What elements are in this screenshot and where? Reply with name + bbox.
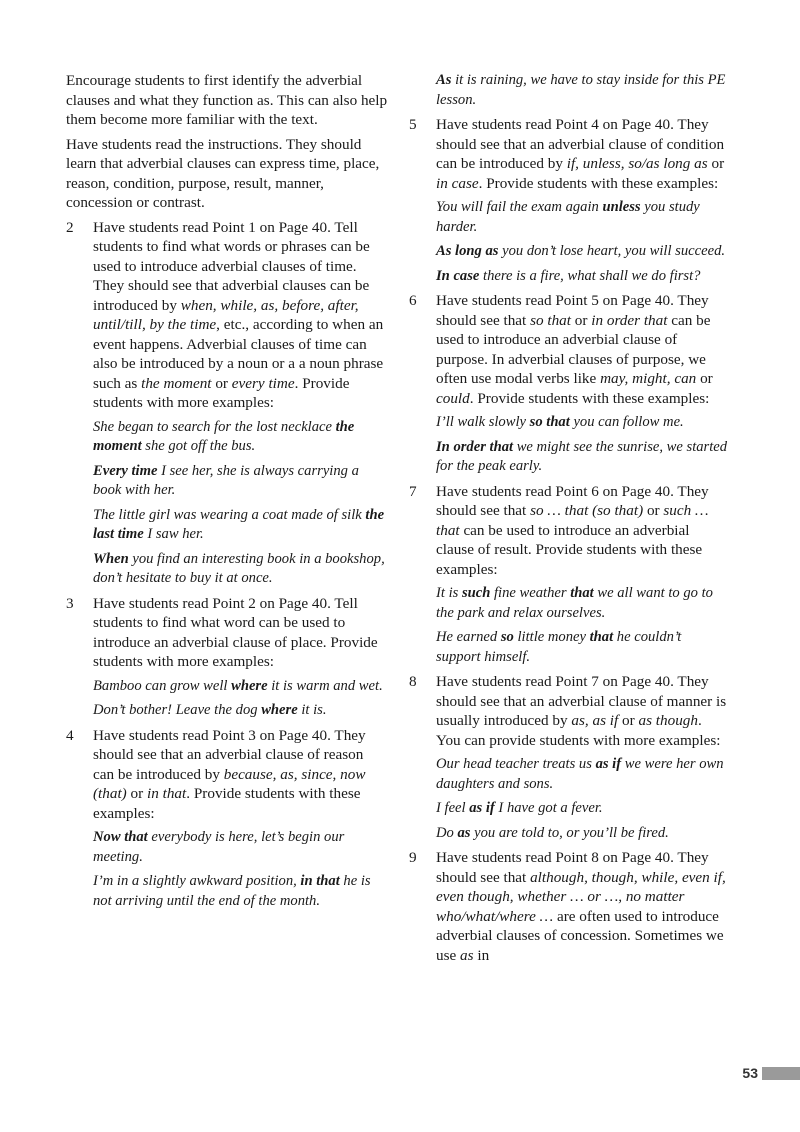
example-sentence: I’ll walk slowly so that you can follow me. bbox=[436, 414, 684, 430]
example-sentence: Do as you are told to, or you’ll be fired. bbox=[436, 824, 669, 841]
example-sentence: In case there is a fire, what shall we do first? bbox=[436, 267, 701, 284]
example-sentence: Our head teacher treats us as if we were her own daughters and sons. bbox=[436, 756, 724, 792]
item-number: 7 bbox=[409, 482, 417, 500]
list-item-4 bbox=[66, 726, 388, 912]
page-footer bbox=[742, 1063, 800, 1083]
list-item-3 bbox=[66, 594, 388, 721]
item-number: 4 bbox=[66, 726, 74, 744]
example-sentence: The little girl was wearing a coat made of silk the last time I saw her. bbox=[93, 506, 385, 542]
item-number: 3 bbox=[66, 594, 74, 612]
carryover-example bbox=[409, 71, 729, 110]
item-number: 8 bbox=[409, 673, 417, 690]
example-sentence: Every time I see her, she is always carrying a book with her. bbox=[93, 462, 359, 498]
intro-paragraph-2: Have students read the instructions. They should learn that adverbial clauses can express time, place, reason, condition, purpose, result, manner, concession or contrast. bbox=[66, 135, 380, 211]
example-sentence: As long as you don’t lose heart, you will succeed. bbox=[436, 243, 726, 259]
example-sentence: In order that we might see the sunrise, we started for the peak early. bbox=[436, 438, 728, 474]
item-text: Have students read Point 8 on Page 40. They should see that although, though, while, even if, even though, whether … or …, no matter who/what/where … are often used to introduce adverbial clauses of concession. Sometimes we use as in bbox=[436, 849, 726, 964]
item-text: Have students read Point 7 on Page 40. They should see that an adverbial clause of manner is usually introduced by as, as if or as though. You can provide students with more examples: bbox=[436, 673, 727, 749]
page-number-bar bbox=[762, 1067, 800, 1080]
left-column bbox=[66, 71, 388, 916]
list-item-6 bbox=[409, 291, 729, 477]
item-text: Have students read Point 3 on Page 40. They should see that an adverbial clause of reason can be introduced by because, as, since, now (that) or in that. Provide students with these examples: bbox=[93, 726, 366, 822]
item-text: Have students read Point 6 on Page 40. They should see that so … that (so that) or such … that can be used to introduce an adverbial clause of result. Provide students with these examples: bbox=[436, 482, 709, 578]
item-text: Have students read Point 5 on Page 40. They should see that so that or in order that can be used to introduce an adverbial clause of purpose. In adverbial clauses of purpose, we often use modal verbs like may, might, can or could. Provide students with these examples: bbox=[436, 292, 713, 407]
example-sentence: I’m in a slightly awkward position, in that he is not arriving until the end of the month. bbox=[93, 873, 371, 909]
example-sentence: Don’t bother! Leave the dog where it is. bbox=[93, 702, 327, 718]
example-sentence: Bamboo can grow well where it is warm and wet. bbox=[93, 677, 383, 694]
example-sentence: As it is raining, we have to stay inside for this PE lesson. bbox=[436, 72, 726, 108]
list-item-8 bbox=[409, 672, 729, 843]
item-text: Have students read Point 1 on Page 40. Tell students to find what words or phrases can be used to introduce adverbial clauses of time. They should see that adverbial clauses can be introduced by when, while, as, before, after, until/till, by the time, etc., according to when an event happens. Adverbial clauses of time can also be introduced by a noun or a a noun phrase such as the moment or every time. Provide students with more examples: bbox=[93, 218, 384, 411]
item-text: Have students read Point 4 on Page 40. They should see that an adverbial clause of condition can be introduced by if, unless, so/as long as or in case. Provide students with these examples: bbox=[436, 116, 725, 192]
item-number: 2 bbox=[66, 218, 74, 236]
list-item-2 bbox=[66, 218, 388, 589]
list-item-7 bbox=[409, 482, 729, 668]
item-number: 5 bbox=[409, 116, 417, 133]
item-text: Have students read Point 2 on Page 40. Tell students to find what word can be used to introduce an adverbial clause of place. Provide students with more examples: bbox=[93, 594, 378, 670]
item-number: 6 bbox=[409, 292, 417, 309]
list-item-5 bbox=[409, 115, 729, 286]
example-sentence: You will fail the exam again unless you study harder. bbox=[436, 199, 700, 235]
example-sentence: I feel as if I have got a fever. bbox=[436, 800, 603, 816]
example-sentence: She began to search for the lost necklace the moment she got off the bus. bbox=[93, 418, 355, 454]
example-sentence: It is such fine weather that we all want to go to the park and relax ourselves. bbox=[436, 585, 713, 621]
example-sentence: Now that everybody is here, let’s begin our meeting. bbox=[93, 829, 345, 865]
right-column bbox=[409, 71, 729, 970]
page-number: 53 bbox=[742, 1065, 758, 1081]
example-sentence: When you find an interesting book in a bookshop, don’t hesitate to buy it at once. bbox=[93, 550, 385, 586]
intro-paragraph-1: Encourage students to first identify the adverbial clauses and what they function as. This can also help them become more familiar with the text. bbox=[66, 72, 388, 128]
item-number: 9 bbox=[409, 849, 417, 866]
list-item-9 bbox=[409, 848, 729, 965]
example-sentence: He earned so little money that he couldn’t support himself. bbox=[436, 629, 682, 665]
